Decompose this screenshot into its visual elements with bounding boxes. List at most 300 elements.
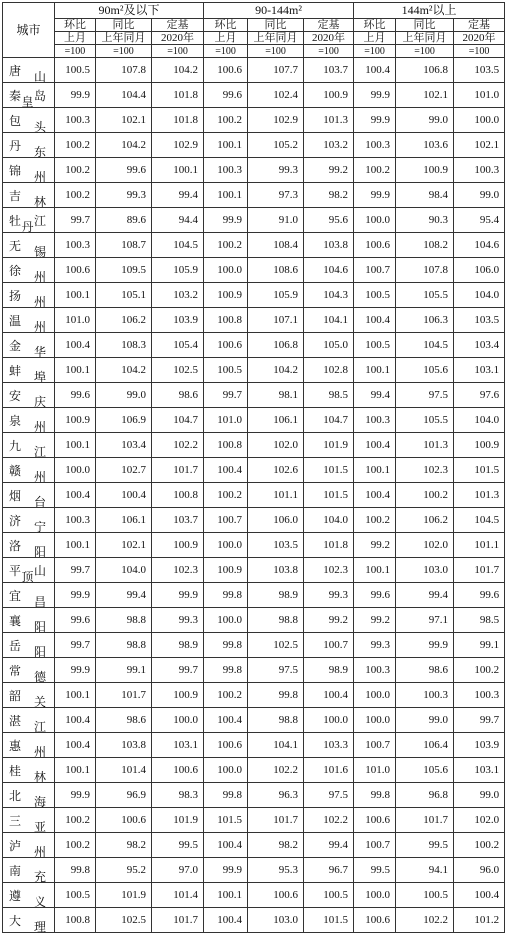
- city-name-char: 常: [9, 663, 22, 678]
- city-name-cell: [3, 533, 55, 558]
- index-value-cell: 100.3: [354, 408, 396, 433]
- city-name-char: 桂: [9, 763, 22, 778]
- city-name-char: 烟: [9, 488, 22, 503]
- index-value-cell: 103.2: [304, 133, 354, 158]
- index-value-cell: 100.3: [55, 508, 96, 533]
- city-name: [3, 658, 54, 682]
- index-value-cell: 99.3: [354, 633, 396, 658]
- index-value-cell: 106.2: [96, 308, 152, 333]
- index-value-cell: 105.4: [152, 333, 204, 358]
- index-value-cell: 91.0: [248, 208, 304, 233]
- index-value-cell: 97.5: [304, 783, 354, 808]
- index-value-cell: 99.8: [354, 783, 396, 808]
- city-name-cell: [3, 433, 55, 458]
- city-name-cell: [3, 558, 55, 583]
- index-value-cell: 102.9: [248, 108, 304, 133]
- index-value-cell: 108.2: [396, 233, 454, 258]
- index-value-cell: 101.2: [454, 908, 505, 933]
- index-value-cell: 95.4: [454, 208, 505, 233]
- city-name-char: 秦: [9, 88, 22, 103]
- index-value-cell: 105.2: [248, 133, 304, 158]
- index-value-cell: 100.0: [152, 708, 204, 733]
- city-name-cell: [3, 233, 55, 258]
- index-value-cell: 100.8: [55, 908, 96, 933]
- index-value-cell: 100.2: [55, 158, 96, 183]
- index-value-cell: 94.4: [152, 208, 204, 233]
- table-row: [3, 808, 505, 833]
- city-name: [3, 733, 54, 757]
- index-value-cell: 100.6: [354, 808, 396, 833]
- index-value-cell: 100.4: [354, 58, 396, 83]
- index-value-cell: 100.5: [55, 58, 96, 83]
- city-name-cell: [3, 308, 55, 333]
- index-value-cell: 100.5: [354, 283, 396, 308]
- city-name: [3, 408, 54, 432]
- index-value-cell: 101.7: [96, 683, 152, 708]
- city-name-char: 南: [9, 863, 22, 878]
- index-value-cell: 99.6: [96, 158, 152, 183]
- city-name-cell: [3, 383, 55, 408]
- index-value-cell: 103.5: [454, 308, 505, 333]
- city-name-char: 州: [33, 419, 46, 433]
- header-top-cell: 环比: [204, 19, 248, 32]
- table-row: [3, 258, 505, 283]
- index-value-cell: 101.0: [454, 83, 505, 108]
- index-value-cell: 99.4: [354, 383, 396, 408]
- index-value-cell: 103.9: [152, 308, 204, 333]
- city-name-cell: [3, 883, 55, 908]
- index-value-cell: 101.5: [304, 458, 354, 483]
- index-value-cell: 102.4: [248, 83, 304, 108]
- city-name-char: 皇: [21, 94, 34, 108]
- city-name-char: 江: [33, 213, 46, 228]
- index-value-cell: 100.3: [454, 158, 505, 183]
- index-value-cell: 99.9: [55, 783, 96, 808]
- table-row: [3, 308, 505, 333]
- city-name-char: 平: [9, 563, 22, 578]
- index-value-cell: 98.2: [304, 183, 354, 208]
- index-value-cell: 99.3: [96, 183, 152, 208]
- table-row: [3, 558, 505, 583]
- index-value-cell: 99.0: [454, 183, 505, 208]
- index-value-cell: 98.5: [454, 608, 505, 633]
- table-row: [3, 333, 505, 358]
- index-value-cell: 97.0: [152, 858, 204, 883]
- index-value-cell: 99.1: [454, 633, 505, 658]
- index-value-cell: 100.7: [354, 258, 396, 283]
- index-value-cell: 100.1: [55, 433, 96, 458]
- index-value-cell: 100.2: [55, 183, 96, 208]
- index-value-cell: 97.6: [454, 383, 505, 408]
- header-mid-cell: 上月: [204, 32, 248, 45]
- index-value-cell: 103.8: [96, 733, 152, 758]
- index-value-cell: 101.1: [454, 533, 505, 558]
- index-value-cell: 96.7: [304, 858, 354, 883]
- city-name-char: 洛: [9, 538, 22, 553]
- index-value-cell: 101.7: [152, 458, 204, 483]
- index-value-cell: 104.2: [248, 358, 304, 383]
- city-name-cell: [3, 858, 55, 883]
- index-value-cell: 103.6: [396, 133, 454, 158]
- city-name-cell: [3, 83, 55, 108]
- index-value-cell: 104.0: [96, 558, 152, 583]
- index-value-cell: 98.1: [248, 383, 304, 408]
- index-value-cell: 101.0: [354, 758, 396, 783]
- index-value-cell: 98.9: [152, 633, 204, 658]
- index-value-cell: 99.2: [304, 158, 354, 183]
- city-name-char: 顶: [21, 569, 34, 583]
- index-value-cell: 104.7: [304, 408, 354, 433]
- index-value-cell: 100.0: [204, 758, 248, 783]
- index-value-cell: 100.0: [454, 108, 505, 133]
- index-value-cell: 100.4: [55, 708, 96, 733]
- table-row: [3, 908, 505, 933]
- city-name-char: 泸: [9, 838, 22, 853]
- city-name-char: 理: [33, 919, 46, 933]
- index-value-cell: 100.9: [152, 683, 204, 708]
- index-value-cell: 101.3: [454, 483, 505, 508]
- index-value-cell: 101.9: [152, 808, 204, 833]
- index-value-cell: 99.3: [248, 158, 304, 183]
- index-value-cell: 100.1: [55, 683, 96, 708]
- index-value-cell: 100.2: [204, 233, 248, 258]
- index-value-cell: 101.3: [396, 433, 454, 458]
- index-value-cell: 99.9: [354, 83, 396, 108]
- city-name: [3, 233, 54, 257]
- city-name-cell: [3, 808, 55, 833]
- index-value-cell: 102.3: [396, 458, 454, 483]
- city-name-char: 湛: [9, 713, 22, 728]
- index-value-cell: 99.6: [354, 583, 396, 608]
- index-value-cell: 102.9: [152, 133, 204, 158]
- city-name-cell: [3, 133, 55, 158]
- index-value-cell: 103.1: [152, 733, 204, 758]
- index-value-cell: 106.2: [396, 508, 454, 533]
- header-mid-cell: 2020年: [152, 32, 204, 45]
- city-name: [3, 358, 54, 382]
- city-name-char: 三: [9, 813, 22, 828]
- index-value-cell: 100.2: [204, 108, 248, 133]
- index-value-cell: 100.2: [354, 508, 396, 533]
- index-value-cell: 106.9: [96, 408, 152, 433]
- city-name-char: 州: [33, 169, 46, 183]
- header-unit-cell: =100: [396, 45, 454, 58]
- index-value-cell: 99.9: [204, 858, 248, 883]
- index-value-cell: 106.1: [248, 408, 304, 433]
- index-value-cell: 100.2: [454, 658, 505, 683]
- city-name-cell: [3, 158, 55, 183]
- city-name-char: 州: [33, 744, 46, 758]
- table-row: [3, 658, 505, 683]
- index-value-cell: 100.1: [204, 133, 248, 158]
- index-value-cell: 99.6: [204, 83, 248, 108]
- index-value-cell: 100.9: [152, 533, 204, 558]
- header-mid-cell: 上年同月: [96, 32, 152, 45]
- index-value-cell: 98.8: [248, 608, 304, 633]
- city-name-char: 义: [33, 894, 46, 908]
- index-value-cell: 102.5: [152, 358, 204, 383]
- table-row: [3, 408, 505, 433]
- city-name-char: 徐: [9, 263, 22, 278]
- table-row: [3, 783, 505, 808]
- index-value-cell: 103.8: [304, 233, 354, 258]
- index-value-cell: 99.9: [55, 83, 96, 108]
- city-name: [3, 533, 54, 557]
- index-value-cell: 101.3: [304, 108, 354, 133]
- index-value-cell: 100.1: [55, 533, 96, 558]
- index-value-cell: 100.0: [204, 608, 248, 633]
- index-value-cell: 100.1: [55, 283, 96, 308]
- city-name-char: 充: [33, 869, 46, 883]
- city-name: [3, 483, 54, 507]
- table-row: [3, 508, 505, 533]
- table-row: [3, 83, 505, 108]
- index-value-cell: 104.0: [454, 283, 505, 308]
- index-value-cell: 100.6: [96, 808, 152, 833]
- city-name: [3, 108, 54, 132]
- index-value-cell: 99.6: [55, 608, 96, 633]
- index-value-cell: 99.2: [304, 608, 354, 633]
- city-name: [3, 158, 54, 182]
- index-value-cell: 100.3: [354, 133, 396, 158]
- index-value-cell: 103.5: [248, 533, 304, 558]
- index-value-cell: 99.7: [152, 658, 204, 683]
- header-mid-cell: 2020年: [454, 32, 505, 45]
- index-value-cell: 100.6: [204, 733, 248, 758]
- index-value-cell: 98.6: [396, 658, 454, 683]
- city-name-cell: [3, 208, 55, 233]
- table-row: [3, 158, 505, 183]
- header-mid-cell: 2020年: [304, 32, 354, 45]
- index-value-cell: 101.9: [304, 433, 354, 458]
- city-name-char: 韶: [9, 688, 22, 703]
- city-name-char: 江: [33, 719, 46, 733]
- city-name: [3, 258, 54, 282]
- index-value-cell: 100.1: [354, 358, 396, 383]
- index-value-cell: 99.9: [55, 658, 96, 683]
- index-value-cell: 100.2: [55, 133, 96, 158]
- city-name-char: 吉: [9, 188, 22, 203]
- index-value-cell: 99.8: [204, 783, 248, 808]
- header-mid-cell: 上月: [354, 32, 396, 45]
- index-value-cell: 98.4: [396, 183, 454, 208]
- index-value-cell: 103.5: [454, 58, 505, 83]
- index-value-cell: 98.8: [248, 708, 304, 733]
- index-value-cell: 100.4: [204, 458, 248, 483]
- city-name-char: 大: [9, 913, 22, 928]
- city-name-char: 台: [33, 494, 46, 508]
- index-value-cell: 109.5: [96, 258, 152, 283]
- city-name: [3, 58, 54, 82]
- city-name-char: 九: [9, 438, 22, 453]
- index-value-cell: 99.0: [96, 383, 152, 408]
- city-name-cell: [3, 608, 55, 633]
- index-value-cell: 98.9: [248, 583, 304, 608]
- city-name: [3, 683, 54, 707]
- index-value-cell: 90.3: [396, 208, 454, 233]
- index-value-cell: 102.2: [152, 433, 204, 458]
- table-row: [3, 358, 505, 383]
- index-value-cell: 106.8: [248, 333, 304, 358]
- city-name-char: 遵: [9, 888, 22, 903]
- index-value-cell: 105.6: [396, 358, 454, 383]
- city-name: [3, 308, 54, 332]
- index-value-cell: 99.9: [396, 633, 454, 658]
- city-name-char: 州: [33, 294, 46, 308]
- index-value-cell: 105.9: [152, 258, 204, 283]
- index-value-cell: 99.8: [204, 633, 248, 658]
- city-name: [3, 383, 54, 407]
- city-name-char: 金: [9, 338, 22, 353]
- index-value-cell: 106.0: [248, 508, 304, 533]
- index-value-cell: 108.6: [248, 258, 304, 283]
- index-value-cell: 100.3: [354, 658, 396, 683]
- city-name-cell: [3, 833, 55, 858]
- table-row: [3, 833, 505, 858]
- index-value-cell: 95.2: [96, 858, 152, 883]
- index-value-cell: 107.1: [248, 308, 304, 333]
- city-name: [3, 458, 54, 482]
- city-name-cell: [3, 908, 55, 933]
- table-row: [3, 208, 505, 233]
- city-name-char: 锡: [33, 244, 46, 258]
- index-value-cell: 100.4: [204, 708, 248, 733]
- index-value-cell: 100.6: [204, 333, 248, 358]
- index-value-cell: 98.2: [248, 833, 304, 858]
- index-value-cell: 99.4: [152, 183, 204, 208]
- index-value-cell: 100.6: [354, 908, 396, 933]
- index-value-cell: 100.6: [55, 258, 96, 283]
- index-value-cell: 96.8: [396, 783, 454, 808]
- index-value-cell: 101.7: [248, 808, 304, 833]
- header-row-index-type: [3, 19, 505, 32]
- city-name-cell: [3, 358, 55, 383]
- city-name-char: 泉: [9, 413, 22, 428]
- index-value-cell: 100.9: [55, 408, 96, 433]
- city-name-cell: [3, 258, 55, 283]
- header-unit-cell: =100: [55, 45, 96, 58]
- index-value-cell: 102.0: [396, 533, 454, 558]
- index-value-cell: 100.3: [55, 233, 96, 258]
- index-value-cell: 102.1: [454, 133, 505, 158]
- index-value-cell: 99.8: [55, 858, 96, 883]
- index-value-cell: 100.1: [152, 158, 204, 183]
- city-name-char: 州: [33, 844, 46, 858]
- index-value-cell: 104.2: [96, 358, 152, 383]
- index-value-cell: 99.5: [152, 833, 204, 858]
- index-value-cell: 104.2: [152, 58, 204, 83]
- header-unit-cell: =100: [248, 45, 304, 58]
- index-value-cell: 89.6: [96, 208, 152, 233]
- index-value-cell: 100.4: [454, 883, 505, 908]
- city-name-char: 牡: [9, 213, 22, 228]
- index-value-cell: 101.5: [304, 908, 354, 933]
- index-value-cell: 100.9: [204, 558, 248, 583]
- header-top-cell: 定基: [152, 19, 204, 32]
- city-name-cell: [3, 783, 55, 808]
- index-value-cell: 100.7: [304, 633, 354, 658]
- index-value-cell: 100.5: [204, 358, 248, 383]
- city-name-cell: [3, 108, 55, 133]
- index-value-cell: 99.7: [55, 558, 96, 583]
- city-name: [3, 508, 54, 532]
- table-row: [3, 133, 505, 158]
- city-name: [3, 833, 54, 857]
- index-value-cell: 97.5: [396, 383, 454, 408]
- city-name-char: 华: [33, 344, 46, 358]
- table-row: [3, 733, 505, 758]
- header-unit-cell: =100: [96, 45, 152, 58]
- index-value-cell: 103.0: [248, 908, 304, 933]
- index-value-cell: 99.4: [304, 833, 354, 858]
- city-name-cell: [3, 408, 55, 433]
- index-value-cell: 104.3: [304, 283, 354, 308]
- city-name-char: 包: [9, 113, 22, 128]
- index-value-cell: 101.8: [152, 108, 204, 133]
- table-row: [3, 58, 505, 83]
- index-value-cell: 101.5: [204, 808, 248, 833]
- table-row: [3, 433, 505, 458]
- city-name: [3, 783, 54, 807]
- index-value-cell: 104.0: [454, 408, 505, 433]
- index-value-cell: 100.4: [204, 833, 248, 858]
- index-value-cell: 102.1: [96, 108, 152, 133]
- index-value-cell: 98.6: [96, 708, 152, 733]
- index-value-cell: 99.9: [354, 108, 396, 133]
- index-value-cell: 107.7: [248, 58, 304, 83]
- index-value-cell: 99.7: [204, 383, 248, 408]
- index-value-cell: 104.4: [96, 83, 152, 108]
- index-value-cell: 94.1: [396, 858, 454, 883]
- index-value-cell: 100.2: [396, 483, 454, 508]
- city-name: [3, 583, 54, 607]
- index-value-cell: 98.8: [96, 608, 152, 633]
- index-value-cell: 103.4: [454, 333, 505, 358]
- city-name-char: 江: [33, 444, 46, 458]
- index-value-cell: 106.0: [454, 258, 505, 283]
- index-value-cell: 102.2: [396, 908, 454, 933]
- city-name: [3, 808, 54, 832]
- index-value-cell: 100.2: [204, 483, 248, 508]
- index-value-cell: 102.5: [248, 633, 304, 658]
- index-value-cell: 100.5: [55, 883, 96, 908]
- index-value-cell: 98.9: [304, 658, 354, 683]
- index-value-cell: 100.2: [55, 833, 96, 858]
- index-value-cell: 100.3: [55, 108, 96, 133]
- index-value-cell: 102.1: [396, 83, 454, 108]
- index-value-cell: 102.8: [304, 358, 354, 383]
- index-value-cell: 100.6: [248, 883, 304, 908]
- city-name: [3, 883, 54, 907]
- index-value-cell: 99.5: [354, 858, 396, 883]
- table-row: [3, 758, 505, 783]
- index-value-cell: 100.4: [55, 483, 96, 508]
- index-value-cell: 103.1: [454, 758, 505, 783]
- city-name-cell: [3, 333, 55, 358]
- index-value-cell: 99.1: [96, 658, 152, 683]
- city-column-header: 城市: [3, 3, 55, 58]
- index-value-cell: 100.7: [204, 508, 248, 533]
- index-value-cell: 100.0: [354, 883, 396, 908]
- city-name-char: 蚌: [9, 363, 22, 378]
- index-value-cell: 100.4: [354, 433, 396, 458]
- index-value-cell: 103.8: [248, 558, 304, 583]
- index-value-cell: 101.9: [96, 883, 152, 908]
- index-value-cell: 100.0: [354, 208, 396, 233]
- index-value-cell: 106.4: [396, 733, 454, 758]
- index-value-cell: 108.3: [96, 333, 152, 358]
- index-value-cell: 100.1: [55, 758, 96, 783]
